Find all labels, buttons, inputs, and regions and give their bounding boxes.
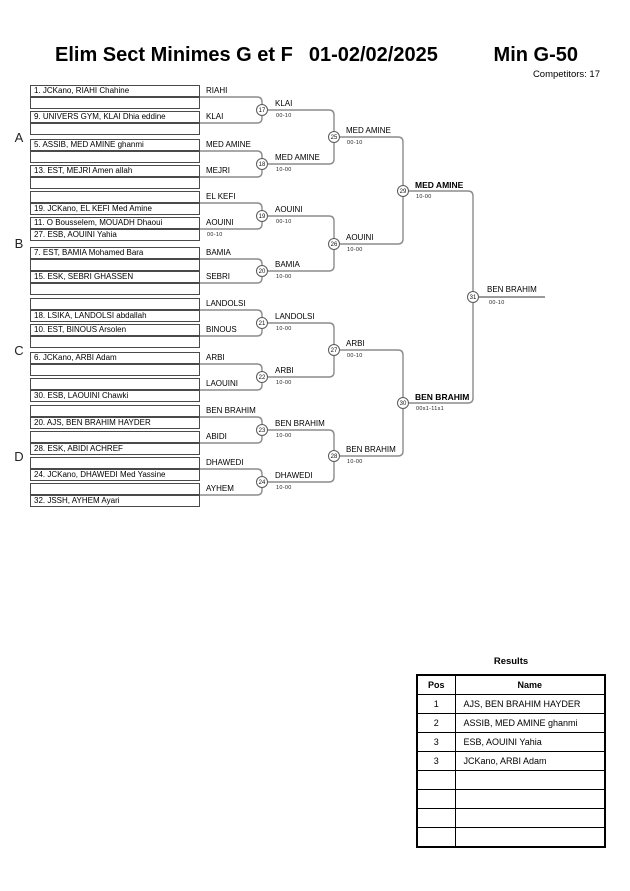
match-score: 00-10 [347, 353, 363, 359]
pair-winner-label: DHAWEDI [206, 458, 244, 467]
match-winner-label: BEN BRAHIM [415, 392, 470, 402]
pair-match-score: 00-10 [207, 232, 223, 238]
match-number: 30 [399, 401, 407, 407]
competitor-box: 28. ESK, ABIDI ACHREF [30, 443, 200, 455]
result-name [455, 790, 605, 809]
match-winner-label: KLAI [275, 99, 293, 108]
competitor-box-empty [30, 177, 200, 189]
match-winner-label: LANDOLSI [275, 312, 315, 321]
competitors-count: Competitors: 17 [532, 69, 600, 80]
competitor-box-empty [30, 431, 200, 443]
competitor-box: 18. LSIKA, LANDOLSI abdallah [30, 310, 200, 322]
match-winner-label: MED AMINE [346, 126, 391, 135]
competitor-box-empty [30, 336, 200, 348]
competitor-box: 30. ESB, LAOUINI Chawki [30, 390, 200, 402]
result-name: ASSIB, MED AMINE ghanmi [455, 714, 605, 733]
table-row [417, 809, 605, 828]
match-number: 19 [258, 214, 266, 220]
competitor-box-empty [30, 123, 200, 135]
pair-winner-label: ARBI [206, 353, 225, 362]
result-pos [417, 809, 455, 828]
pair-winner-label: MED AMINE [206, 140, 251, 149]
result-pos [417, 828, 455, 848]
match-score: 10-00 [276, 274, 292, 280]
match-score: 00-10 [276, 113, 292, 119]
competitor-box: 11. O Bousselem, MOUADH Dhaoui [30, 217, 200, 229]
competitor-box: 7. EST, BAMIA Mohamed Bara [30, 247, 200, 259]
result-name: AJS, BEN BRAHIM HAYDER [455, 695, 605, 714]
match-number: 31 [469, 295, 477, 301]
match-score: 10-00 [347, 247, 363, 253]
match-winner-label: ARBI [346, 339, 365, 348]
pair-winner-label: BINOUS [206, 325, 237, 334]
match-score: 10-00 [347, 459, 363, 465]
competitor-box-empty [30, 457, 200, 469]
pair-winner-label: BAMIA [206, 248, 231, 257]
result-pos [417, 790, 455, 809]
competitor-box-empty [30, 191, 200, 203]
results-col-name: Name [455, 675, 605, 695]
match-number: 25 [330, 135, 338, 141]
pair-winner-label: LANDOLSI [206, 299, 246, 308]
competitor-box-empty [30, 364, 200, 376]
competitor-box: 20. AJS, BEN BRAHIM HAYDER [30, 417, 200, 429]
competitor-box: 10. EST, BINOUS Arsolen [30, 324, 200, 336]
competitor-box-empty [30, 405, 200, 417]
results-table [416, 674, 606, 848]
result-pos: 2 [417, 714, 455, 733]
table-row [417, 714, 605, 733]
competitor-box: 6. JCKano, ARBI Adam [30, 352, 200, 364]
group-label-b: B [14, 236, 24, 251]
match-winner-label: BEN BRAHIM [275, 419, 325, 428]
title-category: Min G-50 [493, 44, 578, 66]
pair-winner-label: EL KEFI [206, 192, 236, 201]
competitor-box: 32. JSSH, AYHEM Ayari [30, 495, 200, 507]
pair-winner-label: LAOUINI [206, 379, 239, 388]
result-name [455, 771, 605, 790]
title-event: Elim Sect Minimes G et F [55, 44, 293, 66]
title-date: 01-02/02/2025 [308, 44, 438, 66]
match-score: 00-10 [276, 219, 292, 225]
match-number: 21 [258, 321, 266, 327]
match-number: 29 [399, 189, 407, 195]
match-score: 10-00 [276, 380, 292, 386]
competitor-box: 13. EST, MEJRI Amen allah [30, 165, 200, 177]
pair-winner-label: ABIDI [206, 432, 227, 441]
table-row [417, 790, 605, 809]
match-score: 10-00 [276, 485, 292, 491]
pair-winner-label: KLAI [206, 112, 224, 121]
match-number: 24 [258, 480, 266, 486]
competitor-box-empty [30, 283, 200, 295]
match-number: 26 [330, 242, 338, 248]
competitor-box: 5. ASSIB, MED AMINE ghanmi [30, 139, 200, 151]
match-number: 17 [258, 108, 266, 114]
match-winner-label: ARBI [275, 366, 294, 375]
result-name: JCKano, ARBI Adam [455, 752, 605, 771]
match-score: 10-00 [276, 167, 292, 173]
competitor-box: 24. JCKano, DHAWEDI Med Yassine [30, 469, 200, 481]
pair-winner-label: RIAHI [206, 86, 228, 95]
group-label-c: C [14, 343, 24, 358]
match-score: 00-10 [489, 300, 505, 306]
table-row [417, 771, 605, 790]
result-pos: 3 [417, 752, 455, 771]
table-row [417, 828, 605, 848]
result-name [455, 809, 605, 828]
results-col-pos: Pos [417, 675, 455, 695]
match-winner-label: MED AMINE [275, 153, 320, 162]
match-score: 10-00 [276, 433, 292, 439]
group-label-a: A [14, 130, 24, 145]
table-row [417, 695, 605, 714]
competitor-box: 19. JCKano, EL KEFI Med Amine [30, 203, 200, 215]
competitor-box: 15. ESK, SEBRI GHASSEN [30, 271, 200, 283]
match-winner-label: AOUINI [346, 233, 374, 242]
result-name: ESB, AOUINI Yahia [455, 733, 605, 752]
match-winner-label: BEN BRAHIM [346, 445, 396, 454]
match-score: 00-10 [347, 140, 363, 146]
competitor-box-empty [30, 298, 200, 310]
match-winner-label: BAMIA [275, 260, 300, 269]
match-number: 20 [258, 269, 266, 275]
competitor-box-empty [30, 483, 200, 495]
match-score: 10-00 [276, 326, 292, 332]
pair-winner-label: BEN BRAHIM [206, 406, 256, 415]
competitor-box-empty [30, 97, 200, 109]
results-title: Results [493, 656, 529, 667]
pair-winner-label: SEBRI [206, 272, 231, 281]
result-pos: 3 [417, 733, 455, 752]
result-pos: 1 [417, 695, 455, 714]
pair-winner-label: AYHEM [206, 484, 234, 493]
match-number: 23 [258, 428, 266, 434]
pair-winner-label: AOUINI [206, 218, 234, 227]
pair-winner-label: MEJRI [206, 166, 230, 175]
match-number: 28 [330, 454, 338, 460]
match-number: 18 [258, 162, 266, 168]
group-label-d: D [14, 449, 24, 464]
competitor-box-empty [30, 378, 200, 390]
competitor-box: 9. UNIVERS GYM, KLAI Dhia eddine [30, 111, 200, 123]
table-row [417, 752, 605, 771]
competitor-box-empty [30, 151, 200, 163]
match-score: 00s1-11s1 [416, 406, 444, 412]
result-pos [417, 771, 455, 790]
competitor-box: 1. JCKano, RIAHI Chahine [30, 85, 200, 97]
match-winner-label: AOUINI [275, 205, 303, 214]
match-winner-label: MED AMINE [415, 180, 464, 190]
match-winner-label: DHAWEDI [275, 471, 313, 480]
result-name [455, 828, 605, 848]
competitor-box: 27. ESB, AOUINI Yahia [30, 229, 200, 241]
match-number: 22 [258, 375, 266, 381]
match-score: 10-00 [416, 194, 432, 200]
match-number: 27 [330, 348, 338, 354]
table-row [417, 733, 605, 752]
champion-label: BEN BRAHIM [487, 285, 537, 294]
competitor-box-empty [30, 259, 200, 271]
